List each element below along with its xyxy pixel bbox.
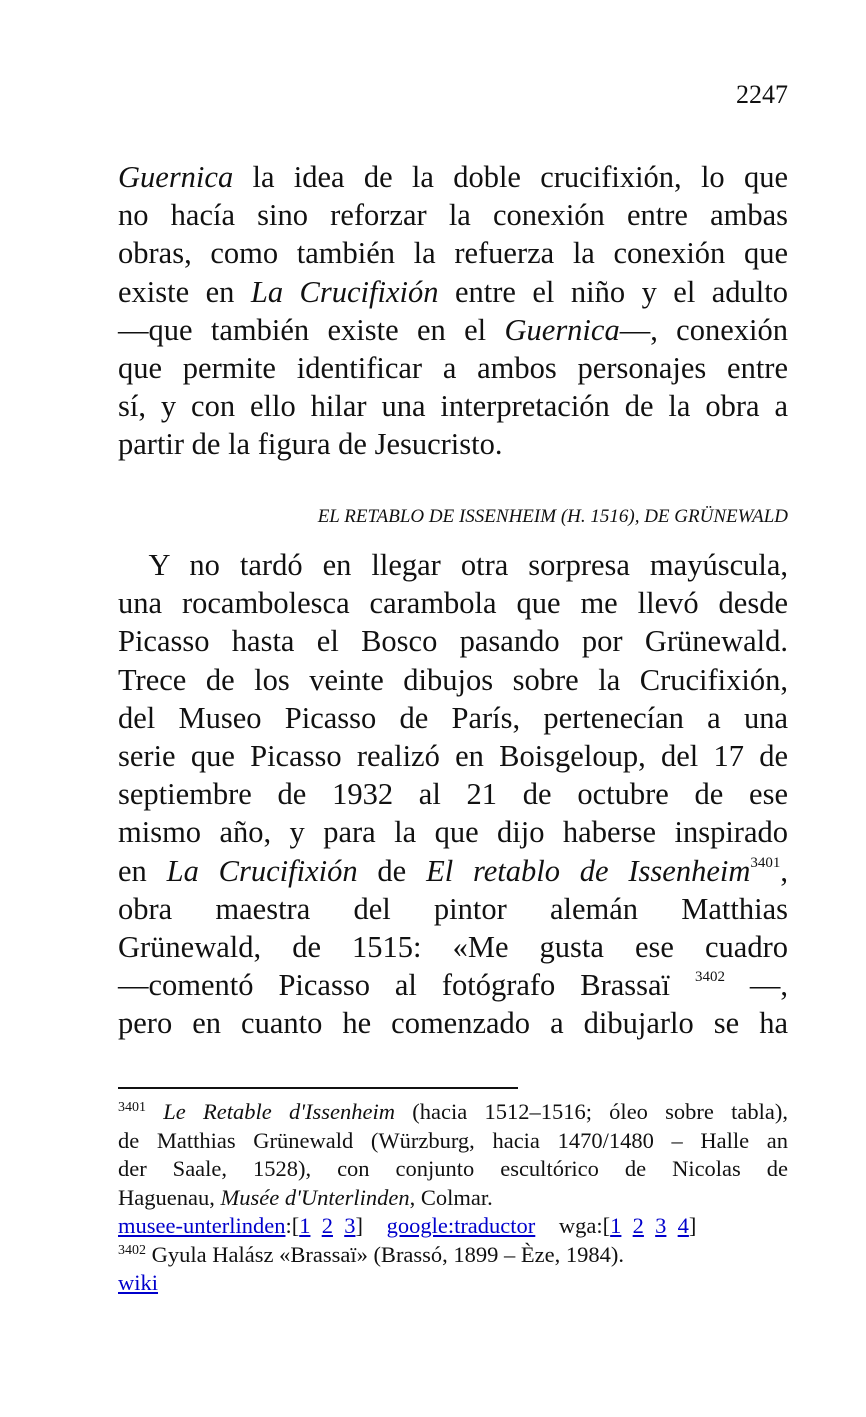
text-run: —que también existe en el <box>118 312 505 347</box>
text-line <box>118 852 788 890</box>
text-run: —, conexión <box>619 312 788 347</box>
text-line <box>118 661 788 699</box>
italic-text: Guernica <box>118 160 234 194</box>
footnote-line <box>118 1184 788 1213</box>
text-run: del Museo Picasso de París, pertenecían a una <box>118 700 788 735</box>
footnote-3401-links: musee-unterlinden:[1 2 3] google:traductor wga:[1 2 3 4] <box>118 1213 697 1238</box>
italic-text: Musée d'Unterlinden <box>220 1184 410 1210</box>
italic-text: El retablo de Issenheim <box>426 853 751 888</box>
text-run: la idea de la doble crucifixión, lo que <box>233 160 788 194</box>
text-run: —, <box>724 968 789 1003</box>
text-run: obras, como también la refuerza la conexión que <box>118 236 788 271</box>
page-number: 2247 <box>736 80 788 109</box>
footnote-line <box>118 1127 788 1156</box>
text-line <box>118 1004 788 1042</box>
text-run: Trece de los veinte dibujos sobre la Crucifixión, <box>118 662 788 697</box>
text-run: septiembre de 1932 al 21 de octubre de ese <box>118 777 788 812</box>
text-line <box>118 966 788 1004</box>
text-line <box>118 584 788 622</box>
text-run: serie que Picasso realizó en Boisgeloup, del 17 de <box>118 739 788 774</box>
text-run: , Colmar. <box>409 1184 493 1210</box>
paragraph-guernica <box>118 158 788 464</box>
link-wga-1[interactable]: 1 <box>610 1213 622 1238</box>
footnote-number: 3401 <box>118 1100 146 1115</box>
footnotes <box>118 1098 788 1298</box>
text-run: no hacía sino reforzar la conexión entre ambas <box>118 198 788 233</box>
text-run: obra maestra del pintor alemán Matthias <box>118 891 788 926</box>
text-run: entre el niño y el adulto <box>438 274 788 309</box>
link-musee-unterlinden[interactable]: musee-unterlinden <box>118 1213 286 1238</box>
italic-text: Le Retable d'Issenheim <box>163 1099 395 1124</box>
text-run: que permite identificar a ambos personajes entre <box>118 351 788 386</box>
link-musee-3[interactable]: 3 <box>344 1213 356 1238</box>
link-wga-4[interactable]: 4 <box>677 1213 689 1238</box>
text-run: Grünewald, de 1515: «Me gusta ese cuadro <box>118 930 788 965</box>
footnote-3402 <box>118 1241 788 1270</box>
link-musee-2[interactable]: 2 <box>321 1213 333 1238</box>
footnote-ref: 3401 <box>750 854 781 871</box>
text-run: pero en cuanto he comenzado a dibujarlo se ha <box>118 1006 788 1041</box>
footnote-line <box>118 1155 788 1184</box>
text-run: der Saale, 1528), con conjunto escultórico de Nicolas de <box>118 1156 788 1181</box>
text-run: , <box>780 853 788 888</box>
text-run: —comentó Picasso al fotógrafo Brassaï <box>118 968 695 1003</box>
text-line <box>118 775 788 813</box>
text-run: existe en <box>118 274 251 309</box>
text-line <box>118 622 788 660</box>
text-run: sí, y con ello hilar una interpretación de la obra a <box>118 389 788 424</box>
text-run: Haguenau, <box>118 1184 221 1210</box>
link-google-traductor[interactable]: google:traductor <box>386 1213 536 1238</box>
footnote-number: 3402 <box>118 1242 146 1258</box>
wga-label: wga: <box>558 1213 603 1238</box>
italic-text: La Crucifixión <box>166 853 358 888</box>
footnote-ref: 3402 <box>694 969 725 986</box>
text-line <box>118 928 788 966</box>
text-line <box>118 699 788 737</box>
text-run: en <box>118 853 167 888</box>
section-heading: EL RETABLO DE ISSENHEIM (H. 1516), DE GRÜNEWALD <box>317 506 788 527</box>
link-wga-3[interactable]: 3 <box>655 1213 667 1238</box>
footnote-divider <box>118 1087 518 1089</box>
text-line <box>118 196 788 234</box>
footnote-text: Gyula Halász «Brassaï» (Brassó, 1899 – Èze, 1984). <box>151 1241 625 1267</box>
footnote-line <box>118 1098 788 1127</box>
text-run: Picasso hasta el Bosco pasando por Grünewald. <box>118 624 788 659</box>
text-line <box>118 158 788 196</box>
text-line <box>118 387 788 425</box>
italic-text: La Crucifixión <box>250 274 439 309</box>
text-line <box>118 546 788 584</box>
text-run: partir de la figura de Jesucristo. <box>118 427 503 462</box>
link-wga-2[interactable]: 2 <box>632 1213 644 1238</box>
text-run: Y no tardó en llegar otra sorpresa mayúscula, <box>118 548 788 582</box>
text-line <box>118 425 788 463</box>
text-line <box>118 890 788 928</box>
italic-text: Guernica <box>504 312 620 347</box>
text-line <box>118 813 788 851</box>
text-run: mismo año, y para la que dijo haberse inspirado <box>118 815 788 850</box>
text-line <box>118 273 788 311</box>
text-run: de <box>357 853 427 888</box>
text-line <box>118 311 788 349</box>
footnote-3401 <box>118 1098 788 1212</box>
text-line <box>118 737 788 775</box>
paragraph-issenheim <box>118 546 788 1043</box>
text-run: (hacia 1512–1516; óleo sobre tabla), <box>395 1099 788 1124</box>
text-line <box>118 349 788 387</box>
link-wiki[interactable]: wiki <box>118 1270 159 1295</box>
link-musee-1[interactable]: 1 <box>299 1213 311 1238</box>
text-line <box>118 234 788 272</box>
text-run: una rocambolesca carambola que me llevó desde <box>118 586 788 621</box>
text-run: de Matthias Grünewald (Würzburg, hacia 1470/1480 – Halle an <box>118 1127 788 1153</box>
